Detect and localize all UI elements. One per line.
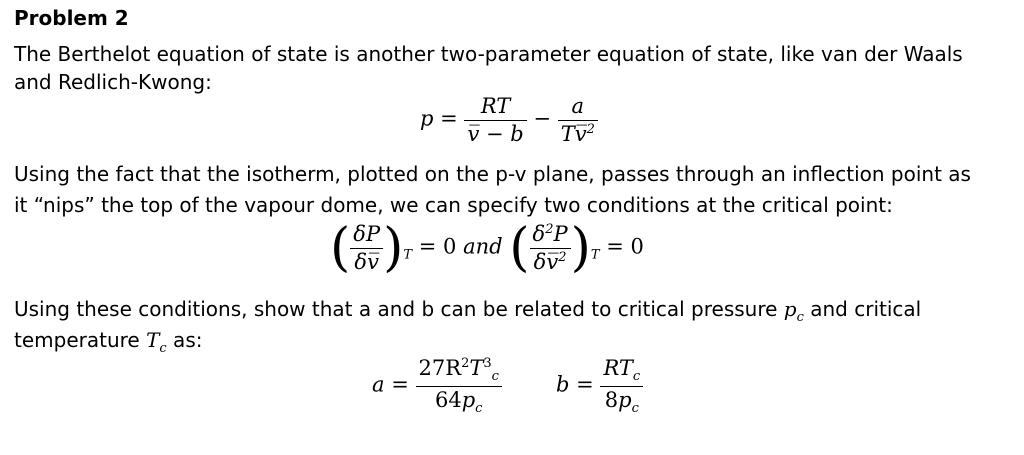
para3-line-2: temperature $T_c$ as: [14,328,203,356]
eq2-and: and [463,234,503,259]
para2-line-2: it “nips” the top of the vapour dome, we can specify two conditions at the critical point: [14,193,893,217]
eq2-first-derivative: $\frac{\delta P}{\delta v̅}$ [350,222,383,274]
result-a-equation: a = $\frac{27R^2T^3_c}{64p_c}$ [372,356,502,416]
eq2-equals-zero-2: = 0 [606,234,644,259]
intro-line-2: and Redlich-Kwong: [14,70,212,94]
eq2-equals-zero-1: = 0 [418,234,457,259]
para3-line-1: Using these conditions, show that a and b can be related to critical pressure $p_c$ and critical [14,297,922,325]
result-b-equation: b = $\frac{RT_c}{8p_c}$ [556,356,643,416]
eq1-frac1-denominator: v̅ − b [467,122,524,146]
eq1-frac2-denominator: Tv̅$^2$ [560,122,595,146]
eq2-second-derivative: $\frac{\delta^2P}{\delta v̅^2}$ [530,222,571,274]
b-fraction: $\frac{RT_c}{8p_c}$ [600,356,643,416]
para2-line-1: Using the fact that the isotherm, plotted on the p-v plane, passes through an inflection point as [14,162,971,186]
eq1-fraction-2 [558,94,598,146]
eq1-equals: = [440,106,458,131]
eq1-lhs: p [420,106,434,131]
eq1-fraction-1 [464,94,526,146]
eq1-minus: − [533,106,551,131]
problem-heading: Problem 2 [14,6,129,30]
a-fraction: $\frac{27R^2T^3_c}{64p_c}$ [416,356,502,416]
intro-line-1: The Berthelot equation of state is another two-parameter equation of state, like van der Waals [14,42,963,66]
berthelot-equation [420,94,598,146]
eq1-frac2-numerator: a [558,94,598,121]
critical-point-conditions: ( $\frac{\delta P}{\delta v̅}$ )$_T = 0$ and ( $\frac{\delta^2P}{\delta v̅^2}$ )$_T = 0$ [330,218,644,278]
eq1-frac1-numerator: RT [464,94,526,121]
